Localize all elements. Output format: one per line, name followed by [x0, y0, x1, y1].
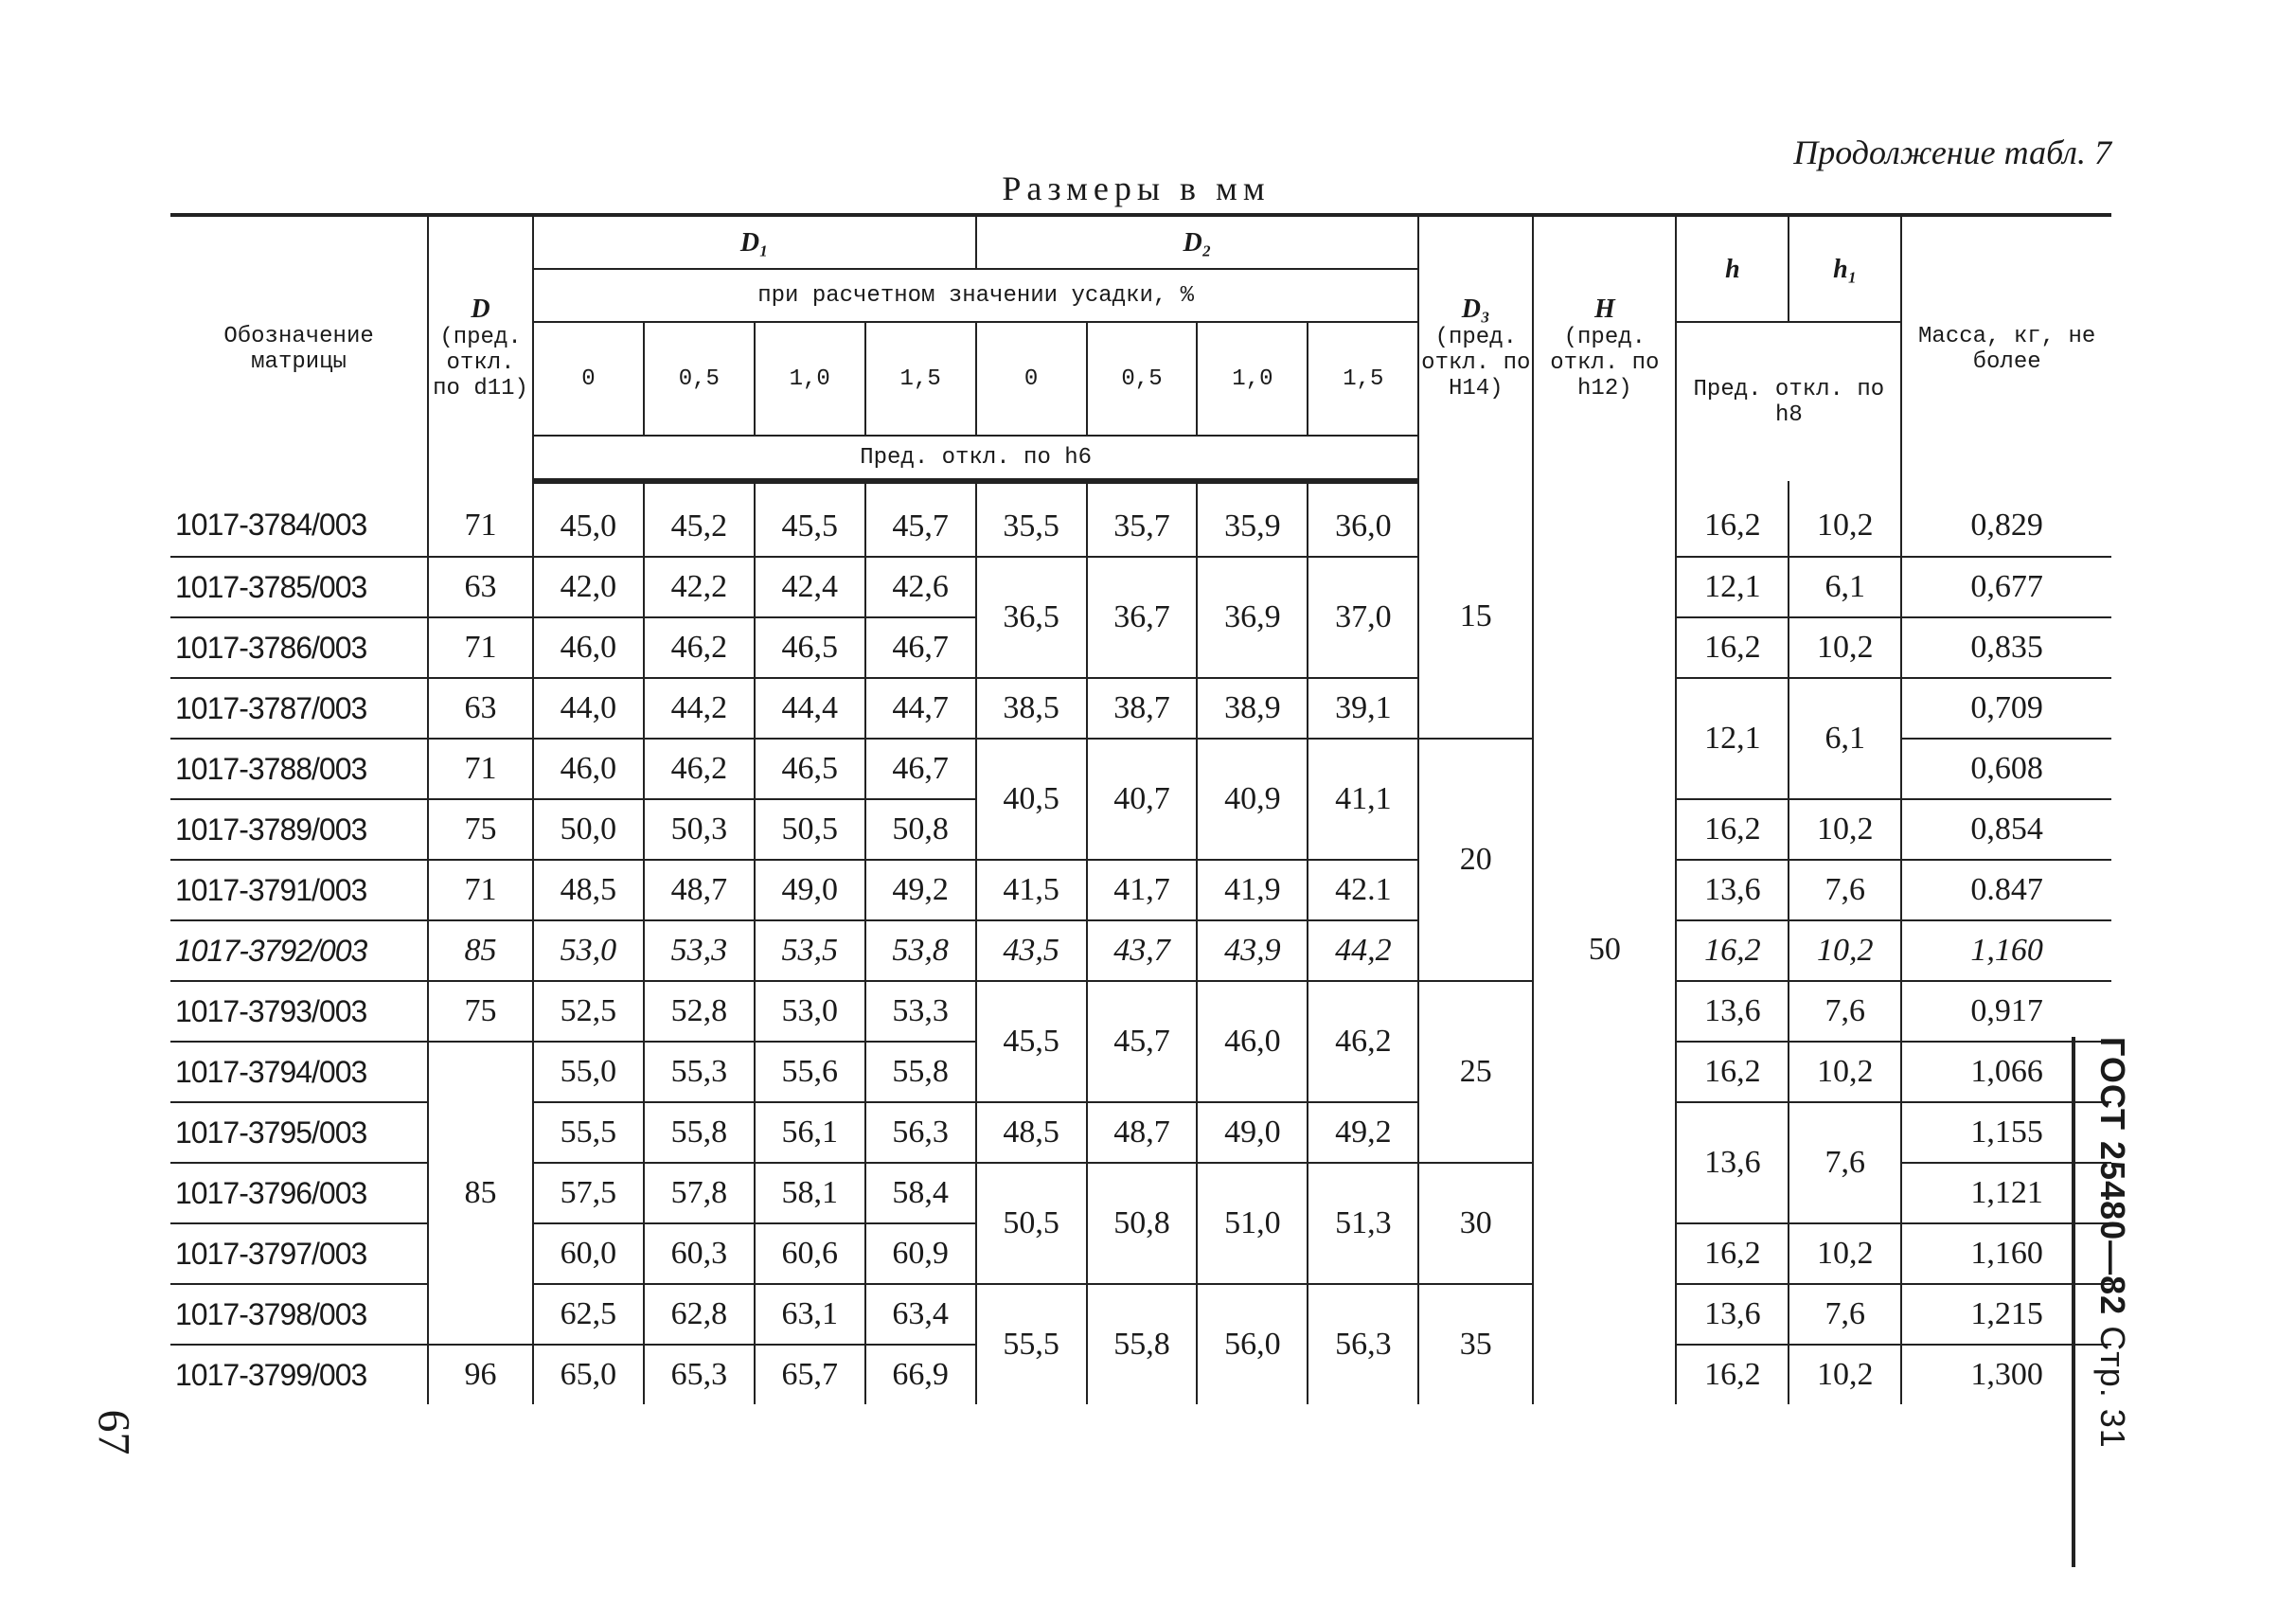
d1-cell: 50,5	[755, 799, 865, 860]
h1-cell: 10,2	[1789, 1223, 1901, 1284]
d1-cell: 42,4	[755, 557, 865, 617]
header-h: h	[1676, 215, 1789, 322]
h-cell: 16,2	[1676, 799, 1789, 860]
mass-cell: 0,854	[1901, 799, 2111, 860]
d1-cell: 60,6	[755, 1223, 865, 1284]
d2-cell: 35,7	[1087, 481, 1198, 557]
d1-cell: 46,5	[755, 617, 865, 678]
designation-cell: 1017-3793/003	[170, 981, 428, 1042]
d2-cell: 45,7	[1087, 981, 1198, 1102]
d-cell: 71	[428, 739, 533, 799]
header-h1: h₁	[1789, 215, 1901, 322]
d-cell: 63	[428, 557, 533, 617]
header-shrink-10: 1,0	[755, 322, 865, 436]
d2-cell: 50,5	[976, 1163, 1087, 1284]
d2-cell: 38,9	[1197, 678, 1308, 739]
header-shrink-15: 1,5	[865, 322, 976, 436]
header-d2: D₂	[976, 215, 1419, 269]
d1-cell: 57,8	[644, 1163, 755, 1223]
d1-cell: 65,3	[644, 1345, 755, 1404]
h1-cell: 10,2	[1789, 920, 1901, 981]
d1-cell: 53,3	[865, 981, 976, 1042]
d2-cell: 41,7	[1087, 860, 1198, 920]
d3-cell: 35	[1418, 1284, 1533, 1404]
mass-cell: 0,917	[1901, 981, 2111, 1042]
d1-cell: 45,7	[865, 481, 976, 557]
d2-cell: 40,7	[1087, 739, 1198, 860]
mass-cell: 1,121	[1901, 1163, 2111, 1223]
d-cell: 71	[428, 617, 533, 678]
designation-cell: 1017-3787/003	[170, 678, 428, 739]
dimensions-table	[170, 213, 2111, 1404]
h-cell: 16,2	[1676, 1223, 1789, 1284]
h-height-cell: 50	[1533, 481, 1676, 1404]
mass-cell: 1,215	[1901, 1284, 2111, 1345]
d1-cell: 46,7	[865, 617, 976, 678]
d1-cell: 45,5	[755, 481, 865, 557]
header-designation: Обозначение матрицы	[170, 215, 428, 481]
d3-cell: 30	[1418, 1163, 1533, 1284]
d2-cell: 41,1	[1308, 739, 1418, 860]
d2-cell: 39,1	[1308, 678, 1418, 739]
designation-cell: 1017-3789/003	[170, 799, 428, 860]
d1-cell: 45,0	[533, 481, 644, 557]
header-shrink-0: 0	[976, 322, 1087, 436]
h1-cell: 6,1	[1789, 557, 1901, 617]
d1-cell: 62,8	[644, 1284, 755, 1345]
d-cell: 96	[428, 1345, 533, 1404]
h-cell: 16,2	[1676, 1042, 1789, 1102]
d1-cell: 58,1	[755, 1163, 865, 1223]
d2-cell: 38,5	[976, 678, 1087, 739]
d1-cell: 46,7	[865, 739, 976, 799]
mass-cell: 1,155	[1901, 1102, 2111, 1163]
d2-cell: 46,0	[1197, 981, 1308, 1102]
d2-cell: 41,9	[1197, 860, 1308, 920]
d-cell: 75	[428, 981, 533, 1042]
d2-cell: 42.1	[1308, 860, 1418, 920]
d2-cell: 36,9	[1197, 557, 1308, 678]
header-shrinkage: при расчетном значении усадки, %	[533, 269, 1418, 322]
d1-cell: 53,0	[755, 981, 865, 1042]
d1-cell: 60,9	[865, 1223, 976, 1284]
designation-cell: 1017-3791/003	[170, 860, 428, 920]
mass-cell: 0.847	[1901, 860, 2111, 920]
d2-cell: 56,0	[1197, 1284, 1308, 1404]
header-shrink-10: 1,0	[1197, 322, 1308, 436]
d1-cell: 42,6	[865, 557, 976, 617]
header-shrink-05: 0,5	[1087, 322, 1198, 436]
header-shrink-15: 1,5	[1308, 322, 1418, 436]
d1-cell: 46,0	[533, 617, 644, 678]
header-mass: Масса, кг, не более	[1901, 215, 2111, 481]
d-cell: 85	[428, 1042, 533, 1345]
header-shrink-05: 0,5	[644, 322, 755, 436]
designation-cell: 1017-3798/003	[170, 1284, 428, 1345]
header-h6: Пред. откл. по h6	[533, 436, 1418, 481]
d1-cell: 53,3	[644, 920, 755, 981]
h-cell: 12,1	[1676, 678, 1789, 799]
d1-cell: 42,2	[644, 557, 755, 617]
header-d3: D₃ (пред. откл. по H14)	[1418, 215, 1533, 481]
d1-cell: 55,8	[865, 1042, 976, 1102]
d1-cell: 56,3	[865, 1102, 976, 1163]
h1-cell: 10,2	[1789, 1345, 1901, 1404]
h1-cell: 10,2	[1789, 1042, 1901, 1102]
d2-cell: 41,5	[976, 860, 1087, 920]
d2-cell: 43,7	[1087, 920, 1198, 981]
mass-cell: 1,300	[1901, 1345, 2111, 1404]
d2-cell: 43,5	[976, 920, 1087, 981]
h-cell: 12,1	[1676, 557, 1789, 617]
d3-cell: 20	[1418, 739, 1533, 981]
d2-cell: 48,7	[1087, 1102, 1198, 1163]
d2-cell: 36,0	[1308, 481, 1418, 557]
h1-cell: 10,2	[1789, 799, 1901, 860]
d-cell: 85	[428, 920, 533, 981]
d2-cell: 38,7	[1087, 678, 1198, 739]
mass-cell: 1,160	[1901, 920, 2111, 981]
designation-cell: 1017-3786/003	[170, 617, 428, 678]
h-cell: 16,2	[1676, 617, 1789, 678]
designation-cell: 1017-3796/003	[170, 1163, 428, 1223]
d2-cell: 50,8	[1087, 1163, 1198, 1284]
d1-cell: 56,1	[755, 1102, 865, 1163]
d1-cell: 50,0	[533, 799, 644, 860]
header-d: D (пред. откл. по d11)	[428, 215, 533, 481]
h-cell: 13,6	[1676, 1284, 1789, 1345]
d2-cell: 37,0	[1308, 557, 1418, 678]
d1-cell: 65,0	[533, 1345, 644, 1404]
d1-cell: 46,5	[755, 739, 865, 799]
d2-cell: 48,5	[976, 1102, 1087, 1163]
d1-cell: 63,4	[865, 1284, 976, 1345]
h1-cell: 7,6	[1789, 1102, 1901, 1223]
designation-cell: 1017-3792/003	[170, 920, 428, 981]
d2-cell: 40,5	[976, 739, 1087, 860]
d2-cell: 55,5	[976, 1284, 1087, 1404]
d1-cell: 46,0	[533, 739, 644, 799]
d1-cell: 55,3	[644, 1042, 755, 1102]
h1-cell: 7,6	[1789, 860, 1901, 920]
d-cell: 63	[428, 678, 533, 739]
d1-cell: 49,2	[865, 860, 976, 920]
d2-cell: 36,7	[1087, 557, 1198, 678]
h1-cell: 10,2	[1789, 617, 1901, 678]
d1-cell: 44,0	[533, 678, 644, 739]
d1-cell: 49,0	[755, 860, 865, 920]
d1-cell: 44,7	[865, 678, 976, 739]
header-h8: Пред. откл. по h8	[1676, 322, 1901, 481]
mass-cell: 0,709	[1901, 678, 2111, 739]
side-standard-label: ГОСТ 25480—82 Стр. 31	[2072, 1037, 2132, 1567]
header-hh: H (пред. откл. по h12)	[1533, 215, 1676, 481]
h-cell: 16,2	[1676, 1345, 1789, 1404]
d1-cell: 46,2	[644, 739, 755, 799]
d1-cell: 62,5	[533, 1284, 644, 1345]
d2-cell: 43,9	[1197, 920, 1308, 981]
mass-cell: 0,677	[1901, 557, 2111, 617]
d1-cell: 58,4	[865, 1163, 976, 1223]
d3-cell: 15	[1418, 481, 1533, 739]
mass-cell: 0,835	[1901, 617, 2111, 678]
d2-cell: 49,0	[1197, 1102, 1308, 1163]
d1-cell: 50,8	[865, 799, 976, 860]
d2-cell: 46,2	[1308, 981, 1418, 1102]
d1-cell: 50,3	[644, 799, 755, 860]
d2-cell: 44,2	[1308, 920, 1418, 981]
d1-cell: 44,4	[755, 678, 865, 739]
h-cell: 16,2	[1676, 920, 1789, 981]
d1-cell: 48,5	[533, 860, 644, 920]
d1-cell: 53,0	[533, 920, 644, 981]
d2-cell: 51,3	[1308, 1163, 1418, 1284]
d2-cell: 51,0	[1197, 1163, 1308, 1284]
designation-cell: 1017-3785/003	[170, 557, 428, 617]
designation-cell: 1017-3797/003	[170, 1223, 428, 1284]
d1-cell: 42,0	[533, 557, 644, 617]
d1-cell: 63,1	[755, 1284, 865, 1345]
h-cell: 13,6	[1676, 981, 1789, 1042]
d2-cell: 49,2	[1308, 1102, 1418, 1163]
d3-cell: 25	[1418, 981, 1533, 1163]
h1-cell: 6,1	[1789, 678, 1901, 799]
h-cell: 13,6	[1676, 860, 1789, 920]
mass-cell: 1,066	[1901, 1042, 2111, 1102]
d2-cell: 35,9	[1197, 481, 1308, 557]
d2-cell: 35,5	[976, 481, 1087, 557]
d2-cell: 55,8	[1087, 1284, 1198, 1404]
d1-cell: 60,0	[533, 1223, 644, 1284]
header-d1: D₁	[533, 215, 976, 269]
d1-cell: 52,5	[533, 981, 644, 1042]
d-cell: 75	[428, 799, 533, 860]
d1-cell: 45,2	[644, 481, 755, 557]
d1-cell: 55,5	[533, 1102, 644, 1163]
d-cell: 71	[428, 860, 533, 920]
designation-cell: 1017-3794/003	[170, 1042, 428, 1102]
mass-cell: 0,608	[1901, 739, 2111, 799]
d2-cell: 45,5	[976, 981, 1087, 1102]
d1-cell: 66,9	[865, 1345, 976, 1404]
d1-cell: 48,7	[644, 860, 755, 920]
d1-cell: 55,6	[755, 1042, 865, 1102]
d2-cell: 40,9	[1197, 739, 1308, 860]
page-number: 67	[88, 1409, 139, 1455]
d1-cell: 46,2	[644, 617, 755, 678]
designation-cell: 1017-3784/003	[170, 481, 428, 557]
h1-cell: 7,6	[1789, 981, 1901, 1042]
d1-cell: 44,2	[644, 678, 755, 739]
units-caption: Размеры в мм	[1002, 169, 1271, 207]
table-continuation-note: Продолжение табл. 7	[1793, 134, 2111, 171]
h-cell: 16,2	[1676, 481, 1789, 557]
designation-cell: 1017-3799/003	[175, 1357, 367, 1392]
header-shrink-0: 0	[533, 322, 644, 436]
h1-cell: 7,6	[1789, 1284, 1901, 1345]
designation-cell: 1017-3795/003	[170, 1102, 428, 1163]
d1-cell: 65,7	[755, 1345, 865, 1404]
d1-cell: 53,5	[755, 920, 865, 981]
designation-cell: 1017-3788/003	[170, 739, 428, 799]
h1-cell: 10,2	[1789, 481, 1901, 557]
d1-cell: 55,0	[533, 1042, 644, 1102]
d1-cell: 57,5	[533, 1163, 644, 1223]
d1-cell: 53,8	[865, 920, 976, 981]
d-cell: 71	[428, 481, 533, 557]
d1-cell: 52,8	[644, 981, 755, 1042]
d2-cell: 36,5	[976, 557, 1087, 678]
h-cell: 13,6	[1676, 1102, 1789, 1223]
mass-cell: 1,160	[1901, 1223, 2111, 1284]
d1-cell: 55,8	[644, 1102, 755, 1163]
d2-cell: 56,3	[1308, 1284, 1418, 1404]
d1-cell: 60,3	[644, 1223, 755, 1284]
mass-cell: 0,829	[1901, 481, 2111, 557]
